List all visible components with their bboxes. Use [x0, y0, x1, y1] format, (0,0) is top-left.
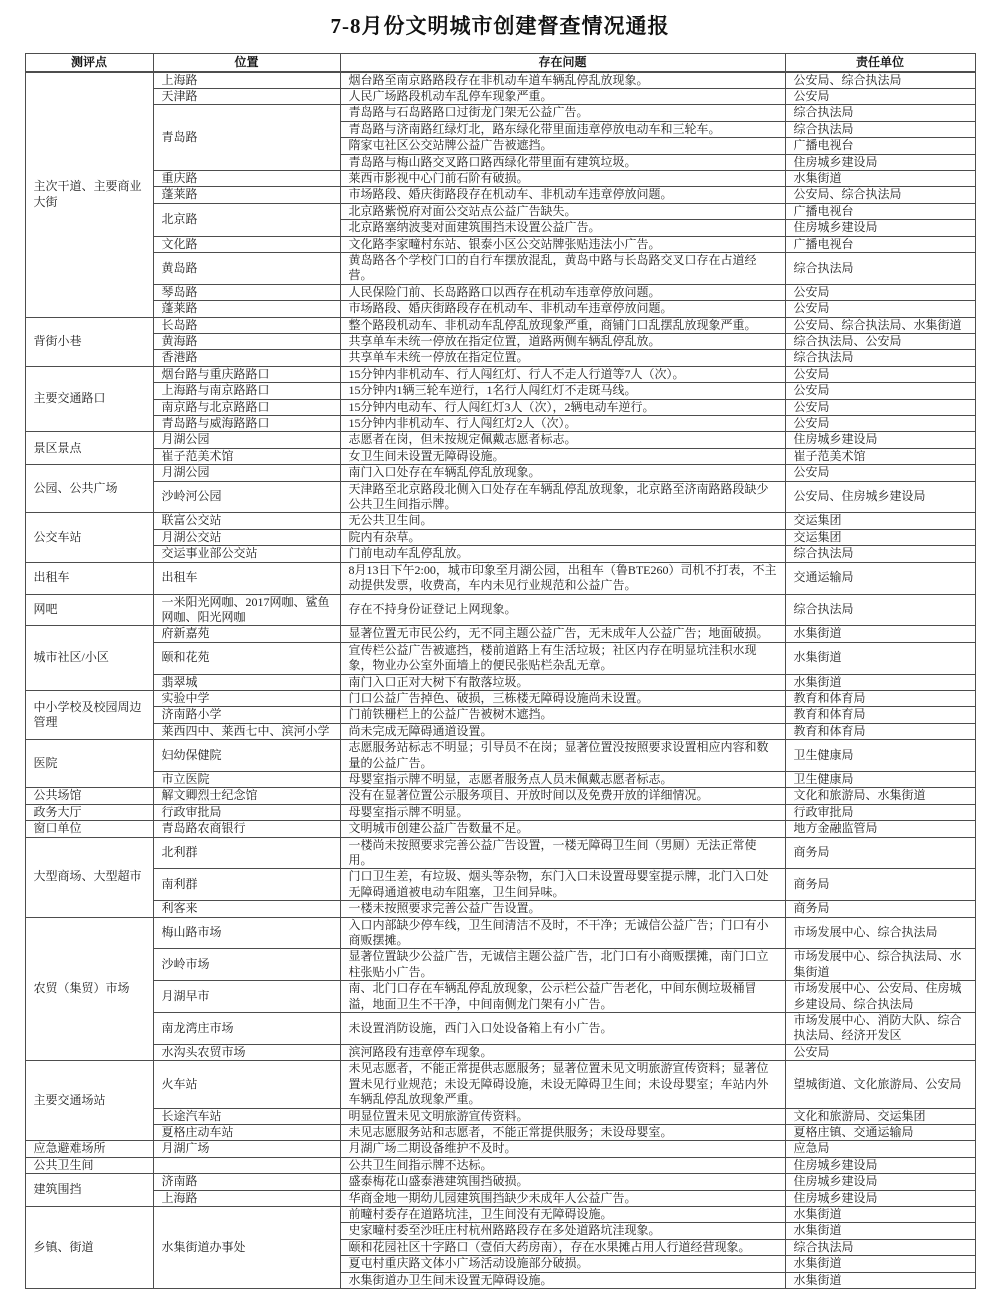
- unit-cell: 住房城乡建设局: [785, 154, 975, 170]
- location-cell: 蓬莱路: [153, 187, 340, 203]
- table-row: [25, 88, 975, 104]
- unit-cell: 市场发展中心、综合执法局: [785, 917, 975, 949]
- table-row: [25, 771, 975, 787]
- unit-cell: 住房城乡建设局: [785, 1157, 975, 1173]
- table-row: [25, 399, 975, 415]
- location-cell: 利客来: [153, 901, 340, 917]
- location-cell: 黄海路: [153, 334, 340, 350]
- location-cell: 夏格庄动车站: [153, 1124, 340, 1140]
- location-cell: 行政审批局: [153, 804, 340, 820]
- table-row: [25, 203, 975, 219]
- problem-cell: 母婴室指示牌不明显，志愿者服务点人员未佩戴志愿者标志。: [340, 771, 785, 787]
- location-cell: 府新嘉苑: [153, 626, 340, 642]
- table-row: [25, 821, 975, 837]
- table-row: [25, 949, 975, 981]
- unit-cell: 交运集团: [785, 513, 975, 529]
- table-row: [25, 317, 975, 333]
- location-cell: 长途汽车站: [153, 1108, 340, 1124]
- location-cell: 一米阳光网咖、2017网咖、鲨鱼网咖、阳光网咖: [153, 594, 340, 626]
- unit-cell: 综合执法局: [785, 105, 975, 121]
- table-row: [25, 901, 975, 917]
- problem-cell: 母婴室指示牌不明显。: [340, 804, 785, 820]
- table-row: [25, 513, 975, 529]
- problem-cell: 门前铁栅栏上的公益广告被树木遮挡。: [340, 707, 785, 723]
- unit-cell: 水集街道: [785, 1256, 975, 1272]
- location-cell: 实验中学: [153, 690, 340, 706]
- problem-cell: 宣传栏公益广告被遮挡，楼前道路上有生活垃圾；社区内存在明显坑洼积水现象，物业办公室外面墙上的便民张贴栏杂乱无章。: [340, 642, 785, 674]
- location-cell: 月湖公园: [153, 432, 340, 448]
- location-cell: 重庆路: [153, 170, 340, 186]
- table-row: [25, 284, 975, 300]
- category-cell: 主次干道、主要商业大街: [25, 72, 153, 318]
- category-cell: 出租车: [25, 562, 153, 594]
- problem-cell: 莱西市影视中心门前石阶有破损。: [340, 170, 785, 186]
- table-row: [25, 1124, 975, 1140]
- problem-cell: 水集街道办卫生间未设置无障碍设施。: [340, 1272, 785, 1288]
- unit-cell: 公安局: [785, 1044, 975, 1060]
- location-cell: 黄岛路: [153, 252, 340, 284]
- location-cell: 济南路: [153, 1174, 340, 1190]
- table-row: [25, 869, 975, 901]
- table-row: [25, 170, 975, 186]
- problem-cell: 青岛路与梅山路交叉路口路西绿化带里面有建筑垃圾。: [340, 154, 785, 170]
- unit-cell: 水集街道: [785, 1206, 975, 1222]
- inspection-report-table: [25, 53, 976, 1289]
- table-row: [25, 187, 975, 203]
- table-row: [25, 723, 975, 739]
- category-cell: 主要交通场站: [25, 1061, 153, 1141]
- table-row: [25, 1141, 975, 1157]
- location-cell: 月湖广场: [153, 1141, 340, 1157]
- location-cell: 水集街道办事处: [153, 1206, 340, 1288]
- category-cell: 公园、公共广场: [25, 465, 153, 513]
- problem-cell: 15分钟内1辆三轮车逆行，1名行人闯红灯不走斑马线。: [340, 383, 785, 399]
- table-row: [25, 334, 975, 350]
- unit-cell: 综合执法局: [785, 1239, 975, 1255]
- problem-cell: 市场路段、婚庆街路段存在机动车、非机动车违章停放问题。: [340, 187, 785, 203]
- location-cell: 上海路与南京路路口: [153, 383, 340, 399]
- location-cell: 火车站: [153, 1061, 340, 1108]
- table-row: [25, 1157, 975, 1173]
- table-row: [25, 105, 975, 121]
- category-cell: 公共卫生间: [25, 1157, 153, 1173]
- unit-cell: 综合执法局: [785, 350, 975, 366]
- table-row: [25, 1190, 975, 1206]
- table-row: [25, 804, 975, 820]
- table-row: [25, 674, 975, 690]
- table-row: [25, 366, 975, 382]
- unit-cell: 公安局: [785, 383, 975, 399]
- table-row: [25, 1206, 975, 1222]
- location-cell: 南龙湾庄市场: [153, 1013, 340, 1045]
- problem-cell: 南门入口处存在车辆乱停乱放现象。: [340, 465, 785, 481]
- location-cell: 青岛路农商银行: [153, 821, 340, 837]
- problem-cell: 女卫生间未设置无障碍设施。: [340, 448, 785, 464]
- unit-cell: 广播电视台: [785, 203, 975, 219]
- unit-cell: 崔子范美术馆: [785, 448, 975, 464]
- problem-cell: 一楼未按照要求完善公益广告设置。: [340, 901, 785, 917]
- table-row: [25, 1013, 975, 1045]
- table-row: [25, 1174, 975, 1190]
- location-cell: 南利群: [153, 869, 340, 901]
- location-cell: 解文卿烈士纪念馆: [153, 788, 340, 804]
- unit-cell: 文化和旅游局、交运集团: [785, 1108, 975, 1124]
- unit-cell: 公安局、综合执法局: [785, 72, 975, 89]
- unit-cell: 教育和体育局: [785, 690, 975, 706]
- problem-cell: 8月13日下午2:00，城市印象至月湖公园，出租车（鲁BTE260）司机不打表，不主动提供发票，收费高，车内未见行业规范和公益广告。: [340, 562, 785, 594]
- table-row: [25, 481, 975, 513]
- unit-cell: 市场发展中心、消防大队、综合执法局、经济开发区: [785, 1013, 975, 1045]
- problem-cell: 盛泰梅花山盛泰港建筑围挡破损。: [340, 1174, 785, 1190]
- category-cell: 公共场馆: [25, 788, 153, 804]
- location-cell: 翡翠城: [153, 674, 340, 690]
- category-cell: 城市社区/小区: [25, 626, 153, 691]
- location-cell: 莱西四中、莱西七中、滨河小学: [153, 723, 340, 739]
- table-row: [25, 837, 975, 869]
- location-cell: 梅山路市场: [153, 917, 340, 949]
- table-row: [25, 350, 975, 366]
- unit-cell: 交运集团: [785, 529, 975, 545]
- unit-cell: 公安局: [785, 366, 975, 382]
- unit-cell: 住房城乡建设局: [785, 220, 975, 236]
- problem-cell: 文明城市创建公益广告数量不足。: [340, 821, 785, 837]
- header-row: [25, 54, 975, 72]
- problem-cell: 一楼尚未按照要求完善公益广告设置，一楼无障碍卫生间（男厕）无法正常使用。: [340, 837, 785, 869]
- unit-cell: 水集街道: [785, 674, 975, 690]
- table-row: [25, 301, 975, 317]
- table-row: [25, 981, 975, 1013]
- unit-cell: 水集街道: [785, 626, 975, 642]
- unit-cell: 公安局、综合执法局、水集街道: [785, 317, 975, 333]
- category-cell: 窗口单位: [25, 821, 153, 837]
- table-row: [25, 562, 975, 594]
- table-row: [25, 1044, 975, 1060]
- problem-cell: 显著位置缺少公益广告，无诚信主题公益广告，北门口有小商贩摆摊，南门口立柱张贴小广告。: [340, 949, 785, 981]
- table-row: [25, 432, 975, 448]
- problem-cell: 15分钟内非机动车、行人闯红灯、行人不走人行道等7人（次）。: [340, 366, 785, 382]
- unit-cell: 综合执法局: [785, 594, 975, 626]
- location-cell: 市立医院: [153, 771, 340, 787]
- problem-cell: 华商金地一期幼儿园建筑围挡缺少未成年人公益广告。: [340, 1190, 785, 1206]
- problem-cell: 北京路塞纳波斐对面建筑围挡未设置公益广告。: [340, 220, 785, 236]
- location-cell: [153, 1157, 340, 1173]
- unit-cell: 公安局、住房城乡建设局: [785, 481, 975, 513]
- table-row: [25, 383, 975, 399]
- location-cell: 蓬莱路: [153, 301, 340, 317]
- problem-cell: 青岛路与石岛路路口过街龙门架无公益广告。: [340, 105, 785, 121]
- location-cell: 长岛路: [153, 317, 340, 333]
- table-row: [25, 448, 975, 464]
- unit-cell: 广播电视台: [785, 138, 975, 154]
- category-cell: 主要交通路口: [25, 366, 153, 432]
- location-cell: 水沟头农贸市场: [153, 1044, 340, 1060]
- problem-cell: 共享单车未统一停放在指定位置，道路两侧车辆乱停乱放。: [340, 334, 785, 350]
- location-cell: 青岛路: [153, 105, 340, 171]
- problem-cell: 南、北门口存在车辆乱停乱放现象，公示栏公益广告老化，中间东侧垃圾桶冒溢，地面卫生不干净，中间南侧龙门架有小广告。: [340, 981, 785, 1013]
- problem-cell: 志愿服务站标志不明显；引导员不在岗；显著位置没按照要求设置相应内容和数量的公益广告。: [340, 740, 785, 772]
- unit-cell: 望城街道、文化旅游局、公安局: [785, 1061, 975, 1108]
- problem-cell: 滨河路段有违章停车现象。: [340, 1044, 785, 1060]
- unit-cell: 公安局: [785, 301, 975, 317]
- problem-cell: 门口公益广告掉色、破损，三栋楼无障碍设施尚未设置。: [340, 690, 785, 706]
- table-row: [25, 529, 975, 545]
- category-cell: 中小学校及校园周边管理: [25, 690, 153, 739]
- location-cell: 上海路: [153, 72, 340, 89]
- table-row: [25, 546, 975, 562]
- unit-cell: 教育和体育局: [785, 707, 975, 723]
- table-row: [25, 740, 975, 772]
- unit-cell: 综合执法局: [785, 121, 975, 137]
- problem-cell: 前疃村委存在道路坑洼，卫生间没有无障碍设施。: [340, 1206, 785, 1222]
- table-row: [25, 1061, 975, 1108]
- problem-cell: 市场路段、婚庆街路段存在机动车、非机动车违章停放问题。: [340, 301, 785, 317]
- unit-cell: 住房城乡建设局: [785, 432, 975, 448]
- unit-cell: 水集街道: [785, 170, 975, 186]
- unit-cell: 综合执法局: [785, 252, 975, 284]
- problem-cell: 存在不持身份证登记上网现象。: [340, 594, 785, 626]
- unit-cell: 商务局: [785, 869, 975, 901]
- problem-cell: 入口内部缺少停车线，卫生间清洁不及时，不干净；无诚信公益广告；门口有小商贩摆摊。: [340, 917, 785, 949]
- table-header: [25, 54, 975, 72]
- page-title: 7-8月份文明城市创建督查情况通报: [330, 14, 670, 38]
- table-row: [25, 594, 975, 626]
- category-cell: 乡镇、街道: [25, 1206, 153, 1288]
- problem-cell: 未设置消防设施，西门入口处设备箱上有小广告。: [340, 1013, 785, 1045]
- table-row: [25, 917, 975, 949]
- problem-cell: 整个路段机动车、非机动车乱停乱放现象严重，商铺门口乱摆乱放现象严重。: [340, 317, 785, 333]
- location-cell: 妇幼保健院: [153, 740, 340, 772]
- unit-cell: 教育和体育局: [785, 723, 975, 739]
- unit-cell: 市场发展中心、公安局、住房城乡建设局、综合执法局: [785, 981, 975, 1013]
- location-cell: 天津路: [153, 88, 340, 104]
- unit-cell: 行政审批局: [785, 804, 975, 820]
- problem-cell: 没有在显著位置公示服务项目、开放时间以及免费开放的详细情况。: [340, 788, 785, 804]
- unit-cell: 综合执法局: [785, 546, 975, 562]
- problem-cell: 共享单车未统一停放在指定位置。: [340, 350, 785, 366]
- unit-cell: 公安局: [785, 399, 975, 415]
- location-cell: 青岛路与威海路路口: [153, 416, 340, 432]
- table-row: [25, 236, 975, 252]
- problem-cell: 青岛路与济南路红绿灯北，路东绿化带里面违章停放电动车和三轮车。: [340, 121, 785, 137]
- problem-cell: 夏屯村重庆路文体小广场活动设施部分破损。: [340, 1256, 785, 1272]
- problem-cell: 颐和花园社区十字路口（壹佰大药房南），存在水果摊占用人行道经营现象。: [340, 1239, 785, 1255]
- report-table-body: [25, 72, 975, 1289]
- location-cell: 香港路: [153, 350, 340, 366]
- problem-cell: 尚未完成无障碍通道设置。: [340, 723, 785, 739]
- header-responsible-unit: 责任单位: [785, 54, 975, 72]
- location-cell: 月湖早市: [153, 981, 340, 1013]
- unit-cell: 文化和旅游局、水集街道: [785, 788, 975, 804]
- location-cell: 南京路与北京路路口: [153, 399, 340, 415]
- problem-cell: 烟台路至南京路路段存在非机动车道车辆乱停乱放现象。: [340, 72, 785, 89]
- category-cell: 应急避难场所: [25, 1141, 153, 1157]
- problem-cell: 公共卫生间指示牌不达标。: [340, 1157, 785, 1173]
- location-cell: 出租车: [153, 562, 340, 594]
- unit-cell: 地方金融监管局: [785, 821, 975, 837]
- table-row: [25, 642, 975, 674]
- unit-cell: 公安局: [785, 465, 975, 481]
- category-cell: 公交车站: [25, 513, 153, 562]
- problem-cell: 15分钟内电动车、行人闯红灯3人（次），2辆电动车逆行。: [340, 399, 785, 415]
- category-cell: 网吧: [25, 594, 153, 626]
- unit-cell: 市场发展中心、综合执法局、水集街道: [785, 949, 975, 981]
- unit-cell: 广播电视台: [785, 236, 975, 252]
- unit-cell: 商务局: [785, 901, 975, 917]
- location-cell: 颐和花苑: [153, 642, 340, 674]
- location-cell: 崔子范美术馆: [153, 448, 340, 464]
- unit-cell: 卫生健康局: [785, 740, 975, 772]
- location-cell: 文化路: [153, 236, 340, 252]
- problem-cell: 明显位置未见文明旅游宣传资料。: [340, 1108, 785, 1124]
- location-cell: 北京路: [153, 203, 340, 236]
- location-cell: 月湖公园: [153, 465, 340, 481]
- unit-cell: 公安局: [785, 416, 975, 432]
- unit-cell: 应急局: [785, 1141, 975, 1157]
- table-row: [25, 1108, 975, 1124]
- problem-cell: 15分钟内非机动车、行人闯红灯2人（次）。: [340, 416, 785, 432]
- location-cell: 交运事业部公交站: [153, 546, 340, 562]
- problem-cell: 志愿者在岗，但未按规定佩戴志愿者标志。: [340, 432, 785, 448]
- problem-cell: 门口卫生差，有垃圾、烟头等杂物，东门入口未设置母婴室提示牌，北门入口处无障碍通道被电动车阻塞，卫生间异味。: [340, 869, 785, 901]
- problem-cell: 人民广场路段机动车乱停车现象严重。: [340, 88, 785, 104]
- problem-cell: 人民保险门前、长岛路路口以西存在机动车违章停放问题。: [340, 284, 785, 300]
- category-cell: 建筑围挡: [25, 1174, 153, 1207]
- unit-cell: 交通运输局: [785, 562, 975, 594]
- unit-cell: 夏格庄镇、交通运输局: [785, 1124, 975, 1140]
- category-cell: 背街小巷: [25, 317, 153, 366]
- table-row: [25, 416, 975, 432]
- header-problem: 存在问题: [340, 54, 785, 72]
- problem-cell: 院内有杂草。: [340, 529, 785, 545]
- problem-cell: 史家疃村委至沙旺庄村杭州路路段存在多处道路坑洼现象。: [340, 1223, 785, 1239]
- problem-cell: 黄岛路各个学校门口的自行车摆放混乱，黄岛中路与长岛路交叉口存在占道经营。: [340, 252, 785, 284]
- location-cell: 琴岛路: [153, 284, 340, 300]
- category-cell: 景区景点: [25, 432, 153, 465]
- unit-cell: 住房城乡建设局: [785, 1190, 975, 1206]
- unit-cell: 商务局: [785, 837, 975, 869]
- unit-cell: 公安局: [785, 88, 975, 104]
- header-location: 位置: [153, 54, 340, 72]
- problem-cell: 天津路至北京路段北侧入口处存在车辆乱停乱放现象，北京路至济南路路段缺少公共卫生间指示牌。: [340, 481, 785, 513]
- unit-cell: 公安局: [785, 284, 975, 300]
- problem-cell: 未见志愿服务站和志愿者，不能正常提供服务；未设母婴室。: [340, 1124, 785, 1140]
- location-cell: 上海路: [153, 1190, 340, 1206]
- location-cell: 联富公交站: [153, 513, 340, 529]
- table-row: [25, 788, 975, 804]
- unit-cell: 水集街道: [785, 642, 975, 674]
- problem-cell: 北京路紫悦府对面公交站点公益广告缺失。: [340, 203, 785, 219]
- category-cell: 农贸（集贸）市场: [25, 917, 153, 1061]
- problem-cell: 月湖广场二期设备维护不及时。: [340, 1141, 785, 1157]
- unit-cell: 卫生健康局: [785, 771, 975, 787]
- category-cell: 政务大厅: [25, 804, 153, 820]
- problem-cell: 未见志愿者，不能正常提供志愿服务；显著位置未见文明旅游宣传资料；显著位置未见行业规范；未设无障碍设施，未设无障碍卫生间；未设母婴室；车站内外车辆乱停乱放现象严重。: [340, 1061, 785, 1108]
- unit-cell: 水集街道: [785, 1272, 975, 1288]
- table-row: [25, 707, 975, 723]
- category-cell: 大型商场、大型超市: [25, 837, 153, 917]
- location-cell: 月湖公交站: [153, 529, 340, 545]
- location-cell: 沙岭河公园: [153, 481, 340, 513]
- location-cell: 沙岭市场: [153, 949, 340, 981]
- location-cell: 烟台路与重庆路路口: [153, 366, 340, 382]
- table-row: [25, 626, 975, 642]
- problem-cell: 显著位置无市民公约，无不同主题公益广告，无未成年人公益广告；地面破损。: [340, 626, 785, 642]
- table-row: [25, 465, 975, 481]
- problem-cell: 南门入口正对大树下有散落垃圾。: [340, 674, 785, 690]
- problem-cell: 无公共卫生间。: [340, 513, 785, 529]
- location-cell: 济南路小学: [153, 707, 340, 723]
- problem-cell: 文化路李家疃村东站、银泰小区公交站牌张贴违法小广告。: [340, 236, 785, 252]
- location-cell: 北利群: [153, 837, 340, 869]
- unit-cell: 综合执法局、公安局: [785, 334, 975, 350]
- category-cell: 医院: [25, 740, 153, 788]
- header-evaluation-point: 测评点: [25, 54, 153, 72]
- unit-cell: 水集街道: [785, 1223, 975, 1239]
- table-row: [25, 72, 975, 89]
- unit-cell: 住房城乡建设局: [785, 1174, 975, 1190]
- problem-cell: 门前电动车乱停乱放。: [340, 546, 785, 562]
- table-row: [25, 252, 975, 284]
- problem-cell: 隋家屯社区公交站牌公益广告被遮挡。: [340, 138, 785, 154]
- unit-cell: 公安局、综合执法局: [785, 187, 975, 203]
- table-row: [25, 690, 975, 706]
